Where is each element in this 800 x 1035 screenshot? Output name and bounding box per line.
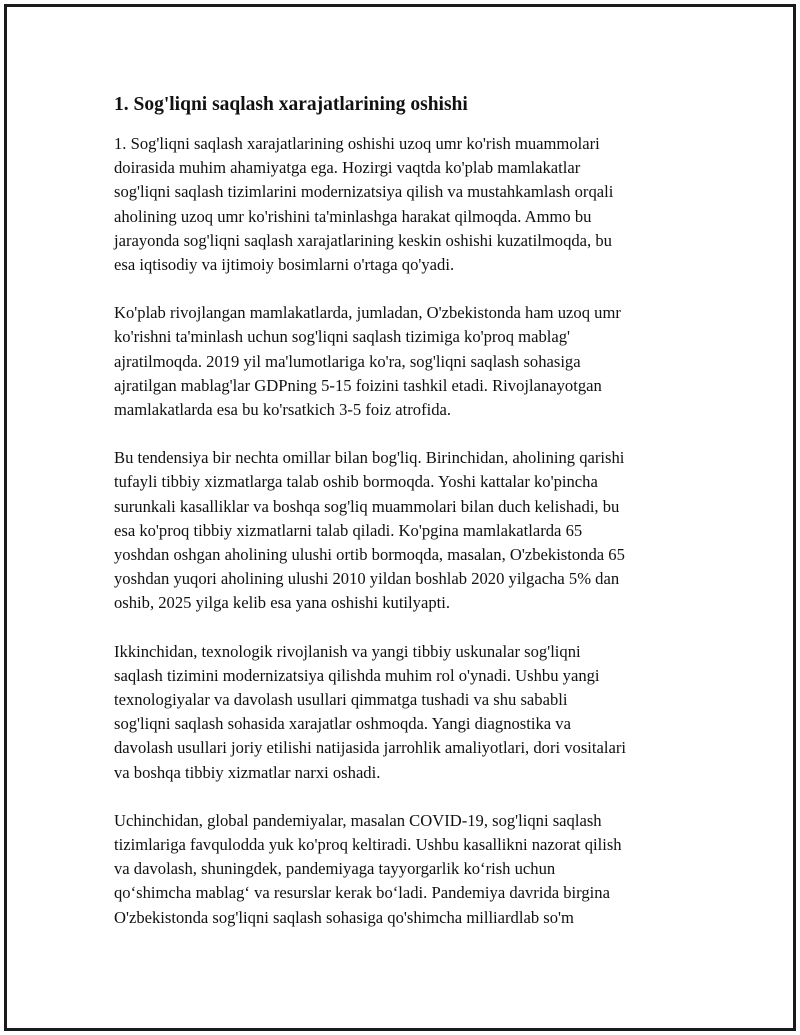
paragraph-5: Uchinchidan, global pandemiyalar, masalan COVID-19, sog'liqni saqlash tizimlariga favqulodda yuk ko'proq keltiradi. Ushbu kasallikni nazorat qilish va davolash, shuningdek, pandemiyaga tayyorgarlik ko‘rish uchun qo‘shimcha mablag‘ va resurslar kerak bo‘ladi. Pandemiya davrida birgina O'zbekistonda sog'liqni saqlash sohasiga qo'shimcha milliardlab so'm (114, 810, 622, 927)
document-body (114, 92, 704, 954)
paragraph-3: Bu tendensiya bir nechta omillar bilan bog'liq. Birinchidan, aholining qarishi tufayli tibbiy xizmatlarga talab oshib bormoqda. Yoshi kattalar ko'pincha surunkali kasalliklar va boshqa sog'liq muammolari bilan duch kelishadi, bu esa ko'proq tibbiy xizmatlarni talab qiladi. Ko'pgina mamlakatlarda 65 yoshdan oshgan aholining ulushi ortib bormoqda, masalan, O'zbekistonda 65 yoshdan yuqori aholining ulushi 2010 yildan boshlab 2020 yilgacha 5% dan oshib, 2025 yilga kelib esa yana oshishi kutilyapti. (114, 448, 625, 613)
paragraph-2: Ko'plab rivojlangan mamlakatlarda, jumladan, O'zbekistonda ham uzoq umr ko'rishni ta'minlash uchun sog'liqni saqlash tizimiga ko'proq mablag' ajratilmoqda. 2019 yil ma'lumotlariga ko'ra, sog'liqni saqlash sohasiga ajratilgan mablag'lar GDPning 5-15 foizini tashkil etadi. Rivojlanayotgan mamlakatlarda esa bu ko'rsatkich 3-5 foiz atrofida. (114, 303, 621, 420)
paragraph-1: 1. Sog'liqni saqlash xarajatlarining oshishi uzoq umr ko'rish muammolari doirasida muhim ahamiyatga ega. Hozirgi vaqtda ko'plab mamlakatlar sog'liqni saqlash tizimlarini modernizatsiya qilish va mustahkamlash orqali aholining uzoq umr ko'rishini ta'minlashga harakat qilmoqda. Ammo bu jarayonda sog'liqni saqlash xarajatlarining keskin oshishi kuzatilmoqda, bu esa iqtisodiy va ijtimoiy bosimlarni o'rtaga qo'yadi. (114, 134, 614, 275)
paragraph-4: Ikkinchidan, texnologik rivojlanish va yangi tibbiy uskunalar sog'liqni saqlash tizimini modernizatsiya qilishda muhim rol o'ynadi. Ushbu yangi texnologiyalar va davolash usullari qimmatga tushadi va shu sababli sog'liqni saqlash sohasida xarajatlar oshmoqda. Yangi diagnostika va davolash usullari joriy etilishi natijasida jarrohlik amaliyotlari, dori vositalari va boshqa tibbiy xizmatlar narxi oshadi. (114, 641, 626, 782)
section-heading: 1. Sog'liqni saqlash xarajatlarining oshishi (114, 94, 468, 115)
